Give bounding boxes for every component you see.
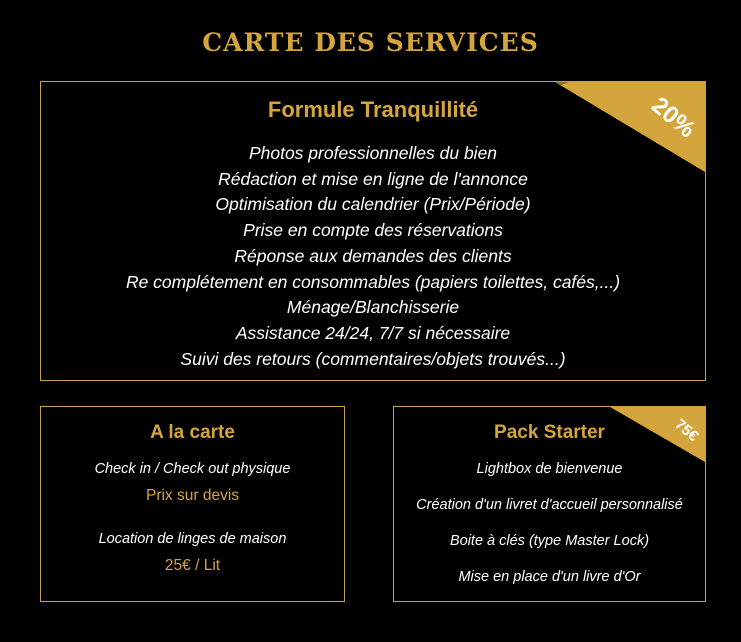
service-check-in-price: Prix sur devis [145, 487, 240, 504]
price-badge: 75€ [671, 415, 702, 446]
formule-title: Formule Tranquillité [267, 97, 479, 122]
service-linge-label: Location de linges de maison [98, 531, 287, 547]
list-item: Mise en place d'un livre d'Or [458, 569, 641, 585]
formule-service-list [41, 141, 705, 372]
list-item: Photos professionnelles du bien [248, 143, 498, 163]
list-item: Réponse aux demandes des clients [234, 245, 512, 266]
list-item: Boite à clés (type Master Lock) [449, 533, 650, 549]
list-item: Suivi des retours (commentaires/objets trouvés...) [180, 348, 566, 369]
list-item: Création d'un livret d'accueil personnalisé [416, 497, 683, 513]
pack-starter-title: Pack Starter [494, 422, 605, 443]
list-item: Re complétement en consommables (papiers toilettes, cafés,...) [125, 271, 621, 292]
list-item: Ménage/Blanchisserie [286, 297, 460, 318]
a-la-carte-title: A la carte [150, 422, 235, 443]
formule-tranquillite-card [40, 81, 706, 381]
discount-badge: 20% [646, 91, 701, 144]
list-item: Prise en compte des réservations [243, 220, 503, 241]
a-la-carte-card [40, 406, 345, 602]
list-item: Rédaction et mise en ligne de l'annonce [218, 168, 528, 189]
list-item: Optimisation du calendrier (Prix/Période) [215, 194, 531, 215]
service-linge-price: 25€ / Lit [164, 557, 221, 574]
pack-starter-card [393, 406, 706, 602]
service-check-in-label: Check in / Check out physique [94, 461, 291, 477]
list-item: Assistance 24/24, 7/7 si nécessaire [235, 322, 511, 343]
list-item: Lightbox de bienvenue [476, 461, 623, 477]
page-title: CARTE DES SERVICES [202, 28, 539, 57]
